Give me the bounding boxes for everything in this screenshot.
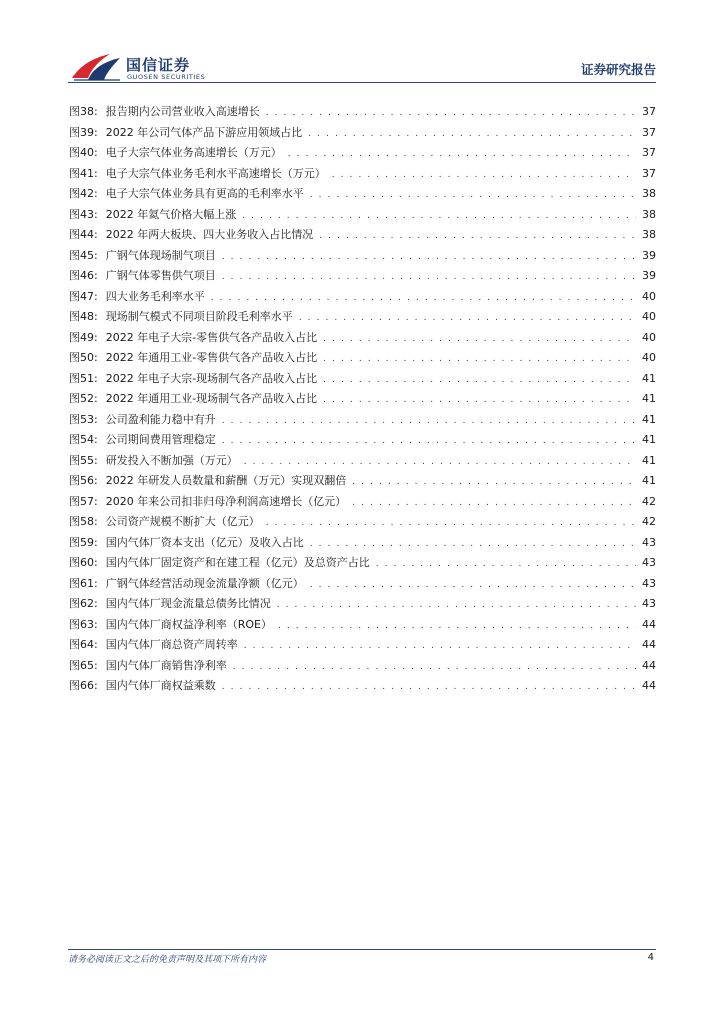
toc-figure-number: 图61: <box>69 576 98 590</box>
toc-page-number: 40 <box>642 351 656 364</box>
toc-leader-dots <box>323 370 636 391</box>
toc-figure-title: 国内气体厂固定资产和在建工程（亿元）及总资产占比 <box>105 556 370 569</box>
toc-page-number: 43 <box>642 576 656 590</box>
toc-figure-title: 2020 年来公司扣非归母净利润高速增长（亿元） <box>105 494 347 508</box>
page-number: 4 <box>647 952 654 963</box>
toc-leader-dots <box>278 616 636 637</box>
footer-divider <box>68 949 656 950</box>
toc-figure-title: 国内气体厂商权益净利率（ROE） <box>105 617 272 631</box>
toc-leader-dots <box>310 534 636 555</box>
company-logo <box>70 52 220 86</box>
toc-entry[interactable] <box>69 287 656 308</box>
toc-page-number: 43 <box>642 535 656 549</box>
toc-entry[interactable] <box>69 143 656 164</box>
toc-leader-dots <box>222 677 636 698</box>
toc-figure-title: 2022 年电子大宗-现场制气各产品收入占比 <box>105 371 318 385</box>
toc-entry[interactable] <box>69 471 656 492</box>
toc-page-number: 41 <box>642 392 656 405</box>
toc-figure-title: 国内气体厂现金流量总债务比情况 <box>105 597 271 610</box>
toc-leader-dots <box>352 493 636 514</box>
toc-figure-number: 图42: <box>69 187 98 200</box>
toc-page-number: 37 <box>642 166 656 180</box>
toc-figure-title: 公司资产规模不断扩大（亿元） <box>105 515 260 528</box>
toc-entry[interactable] <box>69 656 656 677</box>
toc-entry[interactable] <box>69 164 656 185</box>
toc-page-number: 38 <box>642 187 656 200</box>
toc-figure-title: 电子大宗气体业务高速增长（万元） <box>105 146 282 159</box>
toc-figure-title: 公司盈利能力稳中有升 <box>105 412 216 426</box>
toc-page-number: 40 <box>642 330 656 344</box>
toc-figure-number: 图51: <box>69 371 98 385</box>
toc-entry[interactable] <box>69 410 656 431</box>
toc-figure-title: 国内气体厂商销售净利率 <box>105 658 227 672</box>
toc-leader-dots <box>352 472 636 493</box>
toc-leader-dots <box>266 103 636 124</box>
toc-page-number: 42 <box>642 515 656 528</box>
toc-figure-number: 图44: <box>69 228 98 241</box>
toc-figure-title: 电子大宗气体业务具有更高的毛利率水平 <box>105 187 304 200</box>
toc-figure-number: 图50: <box>69 351 98 364</box>
toc-leader-dots <box>323 390 636 411</box>
toc-figure-title: 广钢气体零售供气项目 <box>105 269 216 282</box>
toc-leader-dots <box>211 288 636 309</box>
toc-figure-number: 图64: <box>69 638 98 651</box>
toc-page-number: 43 <box>642 556 656 569</box>
toc-entry[interactable] <box>69 533 656 554</box>
toc-figure-number: 图49: <box>69 330 98 344</box>
toc-leader-dots <box>222 411 636 432</box>
toc-figure-number: 图56: <box>69 474 98 487</box>
toc-entry[interactable] <box>69 553 656 574</box>
toc-figure-title: 公司期间费用管理稳定 <box>105 433 216 446</box>
toc-leader-dots <box>323 329 636 350</box>
toc-leader-dots <box>332 165 636 186</box>
toc-figure-title: 现场制气模式不同项目阶段毛利率水平 <box>105 310 293 323</box>
toc-figure-number: 图63: <box>69 617 98 631</box>
toc-entry[interactable] <box>69 512 656 533</box>
toc-leader-dots <box>222 267 636 288</box>
toc-leader-dots <box>222 247 636 268</box>
toc-page-number: 43 <box>642 597 656 610</box>
toc-entry[interactable] <box>69 594 656 615</box>
toc-figure-number: 图60: <box>69 556 98 569</box>
toc-page-number: 37 <box>642 105 656 118</box>
toc-figure-number: 图39: <box>69 125 98 139</box>
toc-entry[interactable] <box>69 348 656 369</box>
toc-figure-title: 电子大宗气体业务毛利水平高速增长（万元） <box>105 166 326 180</box>
toc-figure-number: 图54: <box>69 433 98 446</box>
toc-entry[interactable] <box>69 451 656 472</box>
toc-leader-dots <box>376 554 636 575</box>
toc-entry[interactable] <box>69 369 656 390</box>
toc-entry[interactable] <box>69 246 656 267</box>
logo-chinese-name: 国信证券 <box>126 56 191 74</box>
toc-figure-title: 研发投入不断加强（万元） <box>105 453 238 467</box>
toc-figure-number: 图46: <box>69 269 98 282</box>
page-header <box>0 0 724 84</box>
toc-page-number: 41 <box>642 412 656 426</box>
toc-page-number: 44 <box>642 679 656 692</box>
header-divider <box>68 82 656 83</box>
toc-leader-dots <box>323 349 636 370</box>
toc-figure-number: 图53: <box>69 412 98 426</box>
toc-page-number: 42 <box>642 494 656 508</box>
toc-figure-title: 广钢气体现场制气项目 <box>105 248 216 262</box>
toc-figure-title: 报告期内公司营业收入高速增长 <box>105 105 260 118</box>
toc-leader-dots <box>310 575 636 596</box>
footer-disclaimer: 请务必阅读正文之后的免责声明及其项下所有内容 <box>68 955 267 965</box>
toc-figure-number: 图66: <box>69 679 98 692</box>
toc-entry[interactable] <box>69 307 656 328</box>
toc-page-number: 40 <box>642 289 656 303</box>
toc-figure-title: 四大业务毛利率水平 <box>105 289 205 303</box>
toc-entry[interactable] <box>69 615 656 636</box>
toc-figure-number: 图41: <box>69 166 98 180</box>
toc-figure-number: 图62: <box>69 597 98 610</box>
report-type-label: 证券研究报告 <box>580 62 656 77</box>
toc-figure-title: 2022 年公司气体产品下游应用领域占比 <box>105 125 303 139</box>
toc-page-number: 39 <box>642 269 656 282</box>
toc-leader-dots <box>277 595 636 616</box>
toc-leader-dots <box>222 431 636 452</box>
toc-figure-number: 图45: <box>69 248 98 262</box>
toc-leader-dots <box>319 226 636 247</box>
toc-page-number: 40 <box>642 310 656 323</box>
toc-figure-title: 广钢气体经营活动现金流量净额（亿元） <box>105 576 304 590</box>
toc-entry[interactable] <box>69 123 656 144</box>
toc-figure-number: 图38: <box>69 105 98 118</box>
toc-figure-number: 图65: <box>69 658 98 672</box>
toc-entry[interactable] <box>69 184 656 205</box>
toc-entry[interactable] <box>69 574 656 595</box>
toc-figure-number: 图43: <box>69 207 98 221</box>
toc-figure-title: 2022 年研发人员数量和薪酬（万元）实现双翻倍 <box>105 474 347 487</box>
toc-figure-title: 2022 年氦气价格大幅上涨 <box>105 207 237 221</box>
toc-entry[interactable] <box>69 492 656 513</box>
toc-page-number: 39 <box>642 248 656 262</box>
toc-page-number: 37 <box>642 146 656 159</box>
toc-entry[interactable] <box>69 430 656 451</box>
toc-figure-number: 图47: <box>69 289 98 303</box>
toc-figure-title: 国内气体厂商总资产周转率 <box>105 638 238 651</box>
toc-figure-number: 图40: <box>69 146 98 159</box>
figure-index-list <box>69 102 656 697</box>
toc-figure-title: 2022 年电子大宗-零售供气各产品收入占比 <box>105 330 318 344</box>
toc-entry[interactable] <box>69 676 656 697</box>
toc-page-number: 37 <box>642 125 656 139</box>
toc-figure-title: 2022 年通用工业-零售供气各产品收入占比 <box>105 351 318 364</box>
toc-figure-number: 图55: <box>69 453 98 467</box>
toc-leader-dots <box>288 144 636 165</box>
toc-page-number: 38 <box>642 228 656 241</box>
logo-english-name: GUOSEN SECURITIES <box>127 73 206 81</box>
guosen-logo-icon <box>70 52 122 82</box>
toc-entry[interactable] <box>69 225 656 246</box>
toc-leader-dots <box>244 452 636 473</box>
toc-page-number: 41 <box>642 433 656 446</box>
toc-leader-dots <box>242 206 636 227</box>
toc-figure-number: 图59: <box>69 535 98 549</box>
toc-figure-number: 图52: <box>69 392 98 405</box>
toc-leader-dots <box>310 185 636 206</box>
toc-entry[interactable] <box>69 635 656 656</box>
toc-figure-title: 国内气体厂商权益乘数 <box>105 679 216 692</box>
toc-leader-dots <box>299 308 636 329</box>
toc-figure-title: 2022 年通用工业-现场制气各产品收入占比 <box>105 392 318 405</box>
toc-entry[interactable] <box>69 102 656 123</box>
toc-figure-number: 图58: <box>69 515 98 528</box>
toc-page-number: 44 <box>642 658 656 672</box>
toc-page-number: 41 <box>642 453 656 467</box>
toc-page-number: 44 <box>642 617 656 631</box>
toc-leader-dots <box>244 636 636 657</box>
toc-leader-dots <box>308 124 636 145</box>
toc-entry[interactable] <box>69 328 656 349</box>
toc-figure-number: 图48: <box>69 310 98 323</box>
toc-entry[interactable] <box>69 205 656 226</box>
toc-page-number: 38 <box>642 207 656 221</box>
toc-figure-title: 国内气体厂资本支出（亿元）及收入占比 <box>105 535 304 549</box>
toc-figure-number: 图57: <box>69 494 98 508</box>
toc-page-number: 41 <box>642 371 656 385</box>
toc-entry[interactable] <box>69 389 656 410</box>
toc-figure-title: 2022 年两大板块、四大业务收入占比情况 <box>105 228 314 241</box>
toc-page-number: 41 <box>642 474 656 487</box>
toc-entry[interactable] <box>69 266 656 287</box>
toc-leader-dots <box>266 513 636 534</box>
toc-leader-dots <box>233 657 636 678</box>
toc-page-number: 44 <box>642 638 656 651</box>
